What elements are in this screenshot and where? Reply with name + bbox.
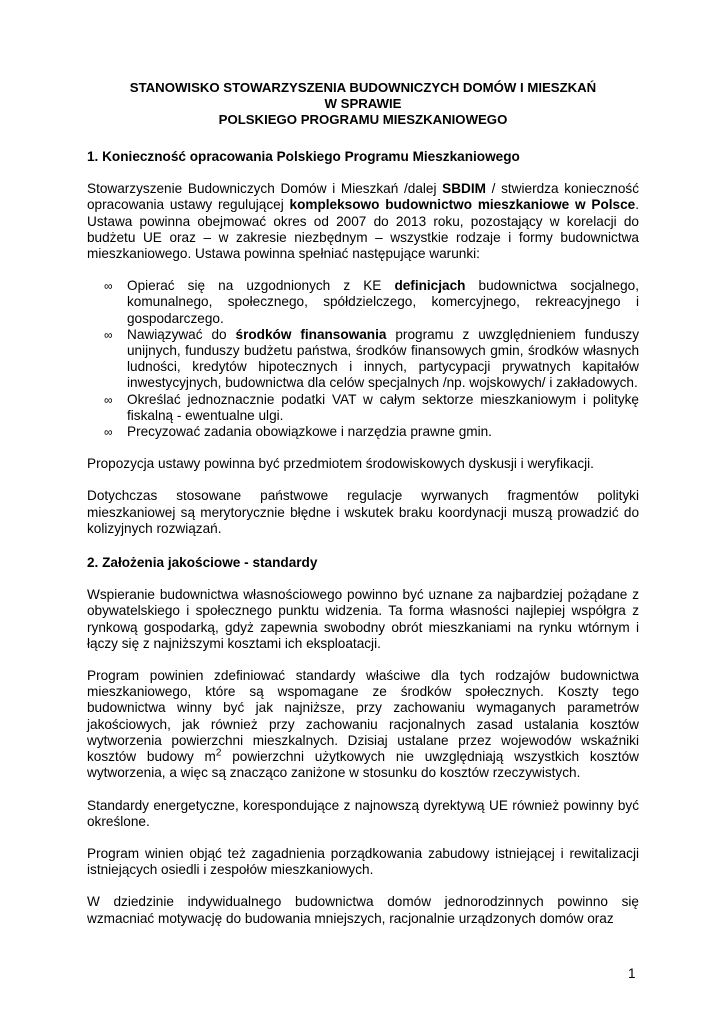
section-1-paragraph-2: Propozycja ustawy powinna być przedmiotem środowiskowych dyskusji i weryfikacji. bbox=[87, 456, 594, 472]
infinity-bullet-icon: ∞ bbox=[104, 392, 113, 407]
section-2-paragraph-4: Program winien objąć też zagadnienia porządkowania zabudowy istniejącej i rewitalizacji istniejących osiedli i zespołów mieszkaniowych. bbox=[87, 845, 639, 878]
title-line-1: STANOWISKO STOWARZYSZENIA BUDOWNICZYCH DOMÓW I MIESZKAŃ bbox=[129, 80, 597, 95]
section-2-paragraph-3: Standardy energetyczne, korespondujące z najnowszą dyrektywą UE również powinny być określone. bbox=[87, 797, 639, 829]
section-1-heading: 1. Konieczność opracowania Polskiego Programu Mieszkaniowego bbox=[87, 149, 520, 164]
document-page bbox=[87, 80, 639, 927]
list-item: ∞ Określać jednoznacznie podatki VAT w całym sektorze mieszkaniowym i politykę fiskalną - ewentualne ulgi. bbox=[104, 391, 639, 423]
section-2-paragraph-5: W dziedzinie indywidualnego budownictwa domów jednorodzinnych powinno się wzmacniać motywację do budowania mniejszych, racjonalnie urządzonych domów oraz bbox=[87, 894, 639, 926]
superscript-2: 2 bbox=[215, 747, 222, 759]
list-item: ∞ Opierać się na uzgodnionych z KE definicjach budownictwa socjalnego, komunalnego, społecznego, spółdzielczego, komercyjnego, rekreacyjnego i gospodarczego. bbox=[104, 278, 639, 326]
section-2-paragraph-2: Program powinien zdefiniować standardy właściwe dla tych rodzajów budownictwa mieszkaniowego, które są wspomagane ze środków społecznych. Koszty tego budownictwa winny być jak najniższe, przy zachowaniu wymaganych parametrów jakościowych, jak również przy zachowaniu racjonalnych zasad ustalania kosztów wytworzenia powierzchni mieszkalnych. Dzisiaj ustalane przez wojewodów wskaźniki kosztów budowy $m^2$ powierzchni użytkowych nie uwzględniają wszystkich kosztów wytworzenia, a więc są znacząco zaniżone w stosunku do kosztów rzeczywistych. bbox=[87, 668, 640, 781]
infinity-bullet-icon: ∞ bbox=[104, 279, 113, 294]
section-2-heading: 2. Założenia jakościowe - standardy bbox=[87, 555, 318, 571]
infinity-bullet-icon: ∞ bbox=[104, 327, 113, 342]
page-number: 1 bbox=[628, 966, 636, 981]
title-line-2: W SPRAWIE bbox=[324, 96, 402, 111]
document-title bbox=[87, 80, 639, 128]
requirements-list bbox=[87, 278, 639, 440]
section-1-intro-paragraph: Stowarzyszenie Budowniczych Domów i Mieszkań /dalej SBDIM / stwierdza konieczność opracowania ustawy regulującej kompleksowo budownictwo mieszkaniowe w Polsce. Ustawa powinna obejmować okres od 2007 do 2013 roku, pozostający w korelacji do budżetu UE oraz – w zakresie niezbędnym – wszystkie rodzaje i formy budownictwa mieszkaniowego. Ustawa powinna spełniać następujące warunki: bbox=[87, 181, 640, 262]
title-line-3: POLSKIEGO PROGRAMU MIESZKANIOWEGO bbox=[218, 112, 508, 127]
section-2-paragraph-1: Wspieranie budownictwa własnościowego powinno być uznane za najbardziej pożądane z obywatelskiego i społecznego punktu widzenia. Ta forma własności najlepiej współgra z rynkową gospodarką, gdyż zapewnia swobodny obrót mieszkaniami na rynku wtórnym i łączy się z najniższymi kosztami ich eksploatacji. bbox=[87, 587, 639, 651]
list-item: ∞ Nawiązywać do środków finansowania programu z uwzględnieniem funduszy unijnych, funduszy budżetu państwa, środków finansowych gmin, środków własnych ludności, kredytów hipotecznych i innych, partycypacji prywatnych kapitałów inwestycyjnych, budownictwa dla celów specjalnych /np. wojskowych/ i zakładowych. bbox=[104, 326, 640, 391]
infinity-bullet-icon: ∞ bbox=[104, 425, 113, 440]
section-1-paragraph-3: Dotychczas stosowane państwowe regulacje wyrwanych fragmentów polityki mieszkaniowej są merytorycznie błędne i wskutek braku koordynacji muszą prowadzić do kolizyjnych rozwiązań. bbox=[87, 488, 639, 536]
list-item: ∞ Precyzować zadania obowiązkowe i narzędzia prawne gmin. bbox=[104, 424, 492, 440]
